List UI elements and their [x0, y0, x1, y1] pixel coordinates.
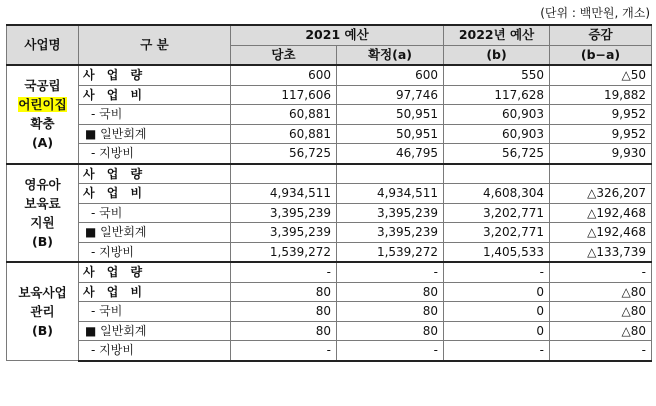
cell-change: - [550, 341, 652, 361]
cell-initial: 3,395,239 [231, 223, 337, 243]
cell-b: 0 [444, 282, 550, 302]
cell-change: 19,882 [550, 85, 652, 105]
row-label: ■ 일반회계 [79, 223, 231, 243]
cell-confirmed: 97,746 [337, 85, 444, 105]
row-label: - 국비 [79, 203, 231, 223]
cell-change: △80 [550, 302, 652, 322]
cell-initial: 56,725 [231, 144, 337, 164]
cell-confirmed: 3,395,239 [337, 203, 444, 223]
row-label: 사 업 량 [79, 164, 231, 184]
row-label: ■ 일반회계 [79, 124, 231, 144]
table-row [7, 105, 652, 125]
business-name-line: 영유아 [24, 176, 61, 192]
header-business: 사업명 [7, 25, 79, 65]
cell-initial: - [231, 262, 337, 282]
table-row [7, 282, 652, 302]
cell-b: - [444, 262, 550, 282]
cell-confirmed: 600 [337, 65, 444, 85]
header-2022-budget: 2022년 예산 [444, 25, 550, 45]
cell-initial: 1,539,272 [231, 242, 337, 262]
row-label: ■ 일반회계 [79, 321, 231, 341]
business-name [7, 262, 79, 361]
cell-change: 9,952 [550, 124, 652, 144]
table-row [7, 144, 652, 164]
header-b-minus-a: (b−a) [550, 45, 652, 65]
row-label: - 지방비 [79, 242, 231, 262]
table-row [7, 321, 652, 341]
row-label: - 지방비 [79, 144, 231, 164]
cell-confirmed: 50,951 [337, 124, 444, 144]
business-name-line: 지원 [30, 214, 55, 230]
table-row [7, 262, 652, 282]
business-name [7, 65, 79, 164]
row-label: - 지방비 [79, 341, 231, 361]
table-row [7, 85, 652, 105]
cell-initial: 80 [231, 302, 337, 322]
cell-initial: 3,395,239 [231, 203, 337, 223]
row-label: 사 업 량 [79, 262, 231, 282]
cell-change: 9,952 [550, 105, 652, 125]
cell-b: 117,628 [444, 85, 550, 105]
cell-confirmed [337, 164, 444, 184]
cell-change: △192,468 [550, 203, 652, 223]
cell-change: △80 [550, 321, 652, 341]
cell-change: - [550, 262, 652, 282]
cell-confirmed: 80 [337, 302, 444, 322]
row-label: 사 업 비 [79, 85, 231, 105]
cell-b: - [444, 341, 550, 361]
business-name-line: 국공립 [24, 78, 61, 94]
table-row [7, 124, 652, 144]
cell-b: 1,405,533 [444, 242, 550, 262]
table-row [7, 242, 652, 262]
business-name-line: (A) [31, 135, 54, 151]
cell-initial: 80 [231, 282, 337, 302]
budget-table [6, 24, 652, 362]
cell-initial: - [231, 341, 337, 361]
cell-change: △133,739 [550, 242, 652, 262]
cell-change: 9,930 [550, 144, 652, 164]
cell-initial: 600 [231, 65, 337, 85]
business-name-line: 보육료 [24, 195, 61, 211]
row-label: 사 업 량 [79, 65, 231, 85]
cell-confirmed: - [337, 341, 444, 361]
business-name-line: 어린이집 [18, 97, 67, 113]
cell-initial: 80 [231, 321, 337, 341]
cell-change: △50 [550, 65, 652, 85]
cell-confirmed: 3,395,239 [337, 223, 444, 243]
cell-initial: 60,881 [231, 105, 337, 125]
cell-initial: 60,881 [231, 124, 337, 144]
cell-initial: 117,606 [231, 85, 337, 105]
table-row [7, 164, 652, 184]
cell-b: 550 [444, 65, 550, 85]
cell-confirmed: 80 [337, 321, 444, 341]
cell-initial: 4,934,511 [231, 184, 337, 204]
header-category: 구 분 [79, 25, 231, 65]
business-name [7, 164, 79, 263]
table-row [7, 184, 652, 204]
cell-b: 60,903 [444, 124, 550, 144]
table-row [7, 341, 652, 361]
cell-change: △192,468 [550, 223, 652, 243]
cell-b: 56,725 [444, 144, 550, 164]
business-name-line: 보육사업 [18, 285, 67, 300]
row-label: 사 업 비 [79, 282, 231, 302]
table-row [7, 65, 652, 85]
business-name-line: 확충 [30, 116, 55, 132]
table-row [7, 203, 652, 223]
row-label: 사 업 비 [79, 184, 231, 204]
business-name-line: 관리 [30, 304, 55, 319]
cell-confirmed: 50,951 [337, 105, 444, 125]
cell-confirmed: 4,934,511 [337, 184, 444, 204]
table-body [7, 65, 652, 361]
business-name-line: (B) [32, 323, 53, 338]
cell-b: 0 [444, 302, 550, 322]
header-confirmed: 확정(a) [337, 45, 444, 65]
cell-b [444, 164, 550, 184]
cell-b: 3,202,771 [444, 203, 550, 223]
cell-b: 0 [444, 321, 550, 341]
cell-initial [231, 164, 337, 184]
business-name-line: (B) [32, 233, 53, 249]
cell-b: 60,903 [444, 105, 550, 125]
header-initial: 당초 [231, 45, 337, 65]
cell-confirmed: 80 [337, 282, 444, 302]
cell-change [550, 164, 652, 184]
header-b: (b) [444, 45, 550, 65]
cell-b: 3,202,771 [444, 223, 550, 243]
table-row [7, 302, 652, 322]
header-row-1 [7, 25, 652, 45]
cell-confirmed: 46,795 [337, 144, 444, 164]
unit-note: (단위 : 백만원, 개소) [540, 6, 650, 20]
header-2021-budget: 2021 예산 [231, 25, 444, 45]
cell-change: △326,207 [550, 184, 652, 204]
table-row [7, 223, 652, 243]
cell-change: △80 [550, 282, 652, 302]
cell-b: 4,608,304 [444, 184, 550, 204]
cell-confirmed: 1,539,272 [337, 242, 444, 262]
cell-confirmed: - [337, 262, 444, 282]
row-label: - 국비 [79, 105, 231, 125]
header-change: 증감 [550, 25, 652, 45]
row-label: - 국비 [79, 302, 231, 322]
